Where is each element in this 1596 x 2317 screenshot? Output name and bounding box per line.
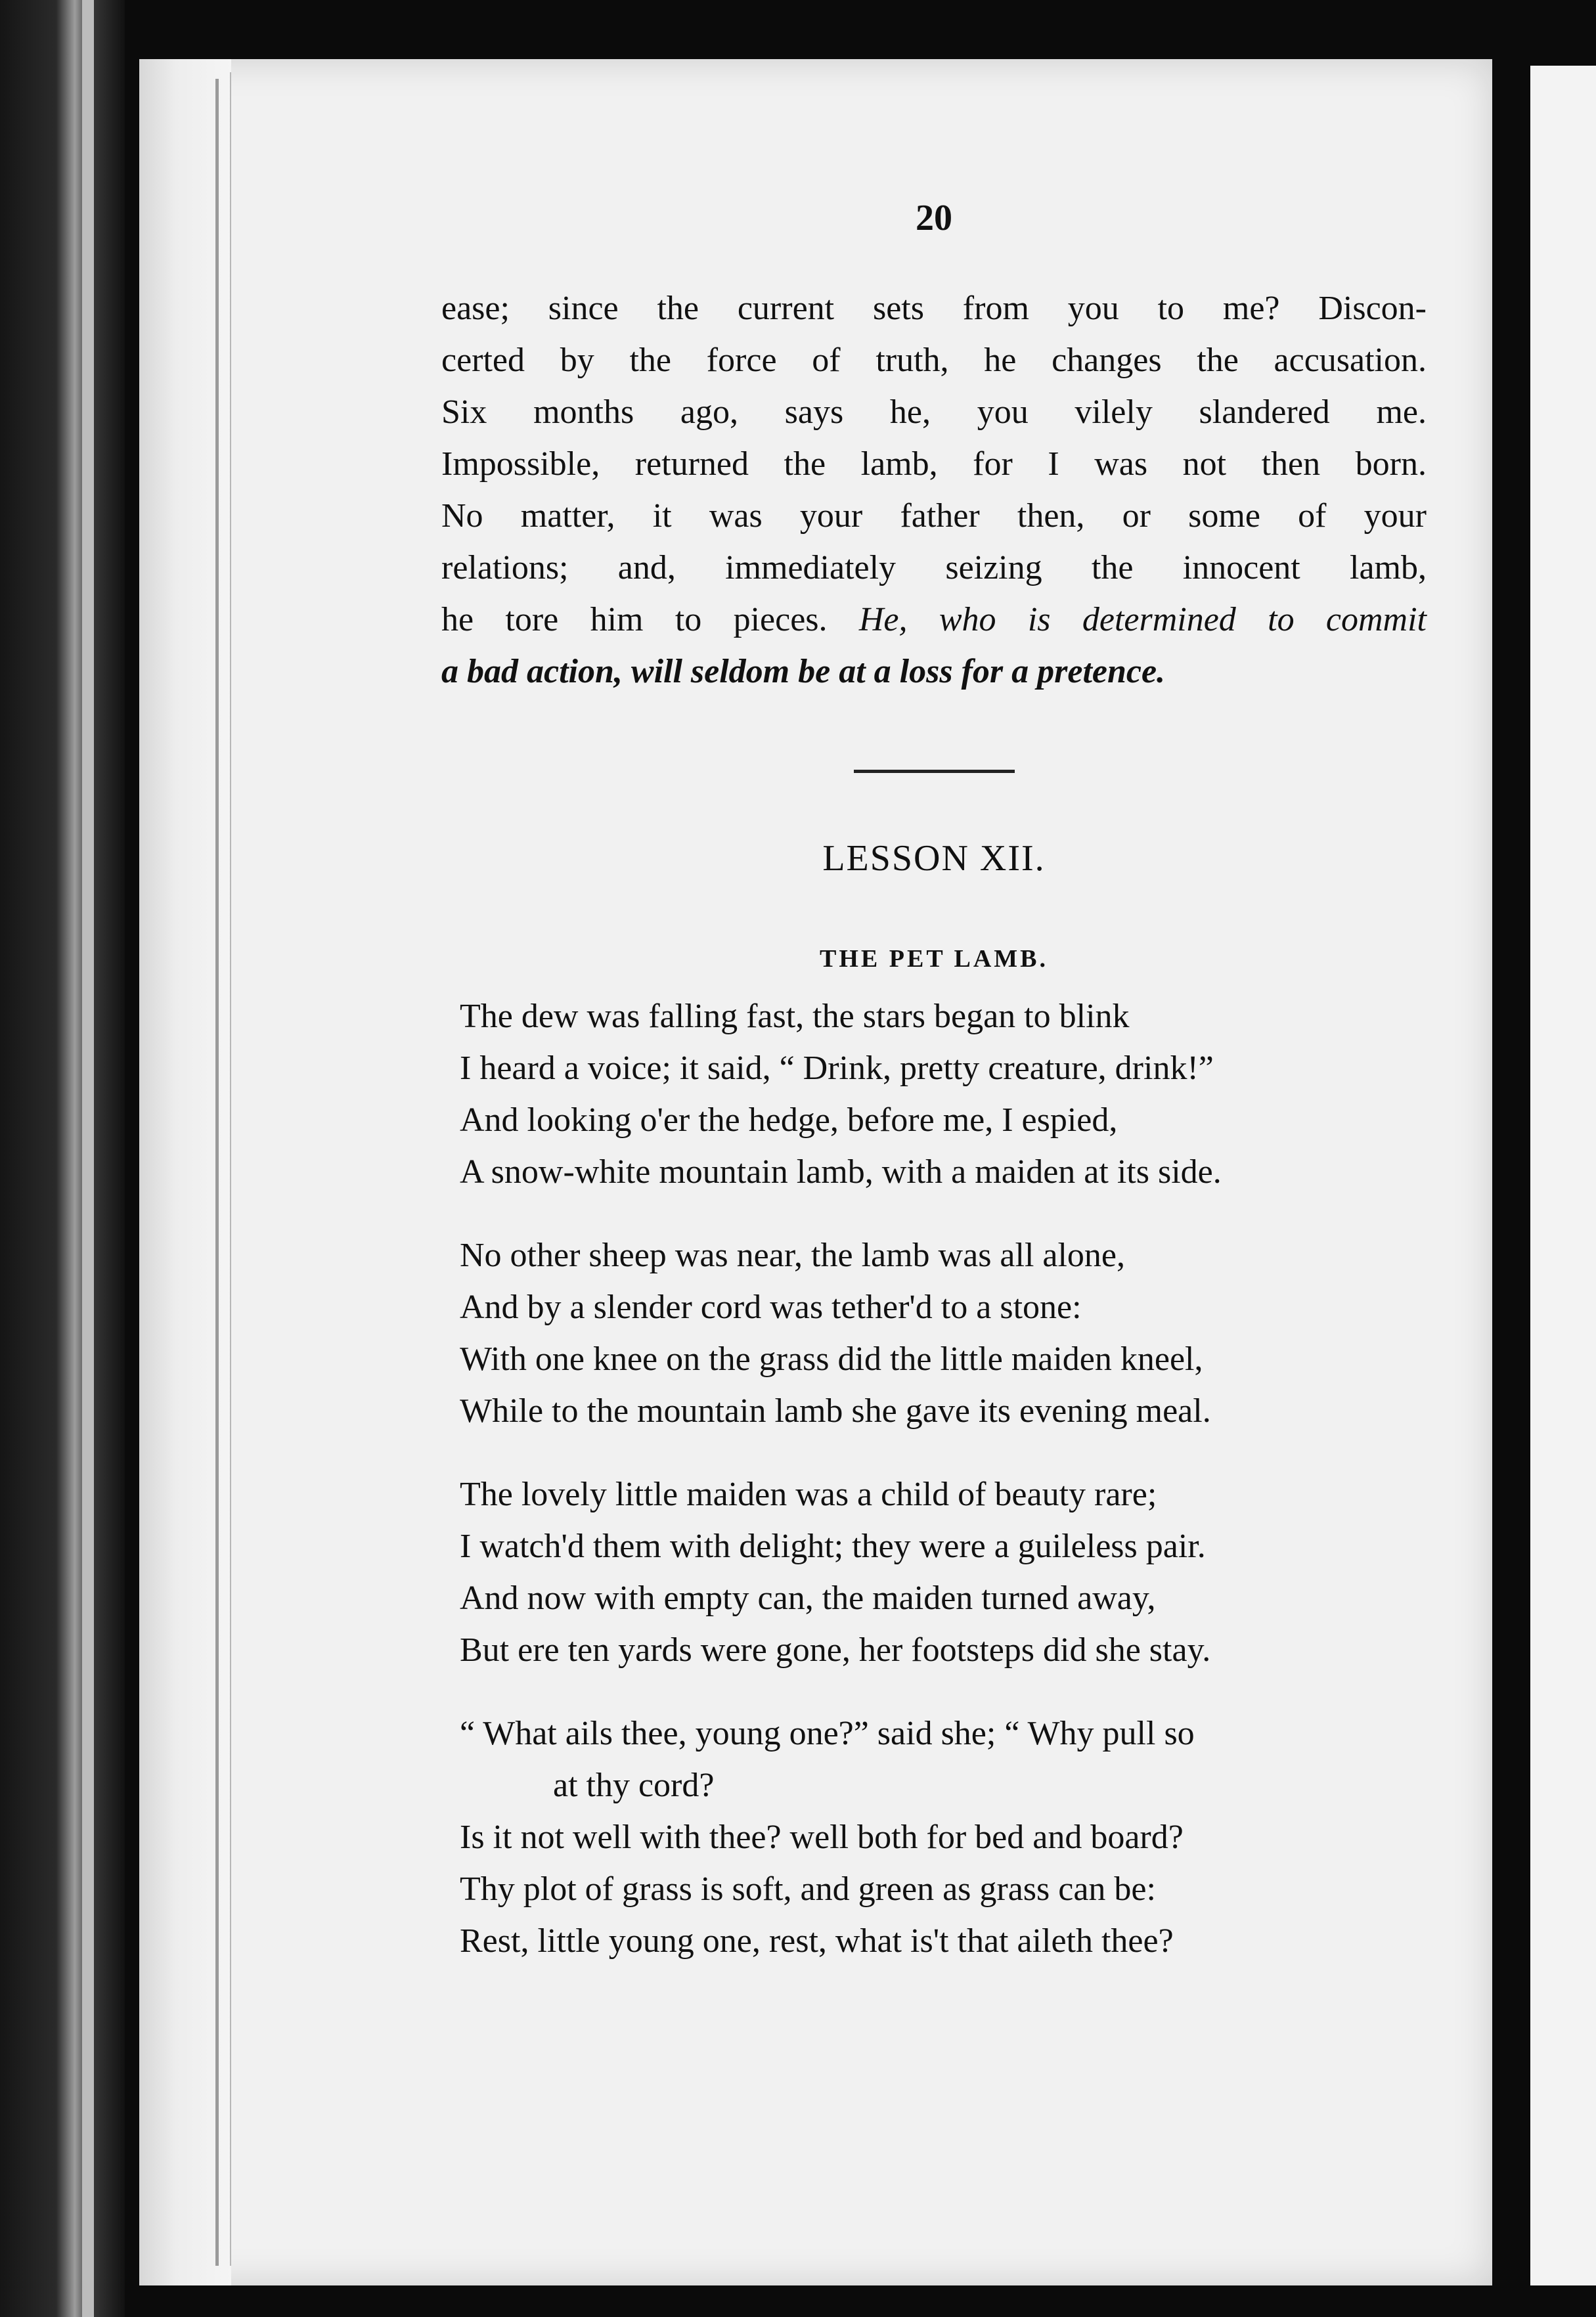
page-number: 20	[916, 198, 952, 238]
poem	[460, 990, 1432, 1998]
moral-text: He, who is determined to commit	[858, 601, 1427, 638]
poem-line: I watch'd them with delight; they were a guileless pair.	[460, 1528, 1206, 1565]
prose-line-moral-start	[441, 594, 1427, 646]
poem-line: The dew was falling fast, the stars began to blink	[460, 998, 1130, 1035]
prose-line: relations; and, immediately seizing the innocent lamb,	[441, 549, 1427, 586]
prose-line: No matter, it was your father then, or some of your	[441, 497, 1427, 535]
prose-line: certed by the force of truth, he changes the accusation.	[441, 342, 1427, 379]
poem-line: “ What ails thee, young one?” said she; “ Why pull so	[460, 1715, 1195, 1752]
poem-line: A snow-white mountain lamb, with a maiden at its side.	[460, 1153, 1222, 1191]
poem-line: The lovely little maiden was a child of beauty rare;	[460, 1476, 1157, 1513]
page-margin-rule	[215, 79, 219, 2266]
poem-title: THE PET LAMB.	[820, 945, 1048, 973]
section-divider	[854, 770, 1015, 773]
poem-line-continuation: at thy cord?	[553, 1767, 715, 1804]
poem-line: While to the mountain lamb she gave its evening meal.	[460, 1392, 1211, 1430]
poem-line: I heard a voice; it said, “ Drink, pretty creature, drink!”	[460, 1049, 1214, 1087]
stanza-1	[460, 990, 1432, 1198]
prose-text: he tore him to pieces.	[441, 601, 859, 638]
prose-line: ease; since the current sets from you to me? Discon-	[441, 290, 1427, 327]
poem-line: But ere ten yards were gone, her footsteps did she stay.	[460, 1631, 1211, 1669]
poem-line: And by a slender cord was tether'd to a stone:	[460, 1289, 1082, 1326]
prose-block	[441, 282, 1427, 697]
prose-line-moral-end	[441, 646, 1427, 697]
poem-line: Thy plot of grass is soft, and green as grass can be:	[460, 1870, 1156, 1908]
poem-line: Rest, little young one, rest, what is't that aileth thee?	[460, 1922, 1174, 1960]
prose-line: Six months ago, says he, you vilely slandered me.	[441, 393, 1427, 431]
page-margin-rule-secondary	[230, 72, 231, 2266]
poem-line: And looking o'er the hedge, before me, I espied,	[460, 1101, 1118, 1139]
stanza-4	[460, 1708, 1432, 1967]
poem-line: And now with empty can, the maiden turned away,	[460, 1579, 1156, 1617]
prose-line: Impossible, returned the lamb, for I was not then born.	[441, 445, 1427, 483]
lesson-title: LESSON XII.	[822, 838, 1046, 879]
facing-page-edge	[1530, 66, 1596, 2285]
stanza-2	[460, 1229, 1432, 1437]
poem-line: Is it not well with thee? well both for bed and board?	[460, 1819, 1184, 1856]
moral-text-end: a bad action, will seldom be at a loss for a pretence.	[441, 653, 1166, 690]
stanza-3	[460, 1468, 1432, 1676]
poem-line: With one knee on the grass did the little maiden kneel,	[460, 1340, 1203, 1378]
scan-left-border	[0, 0, 125, 2317]
poem-line: No other sheep was near, the lamb was all alone,	[460, 1237, 1126, 1274]
scan-edge-line	[82, 0, 94, 2317]
